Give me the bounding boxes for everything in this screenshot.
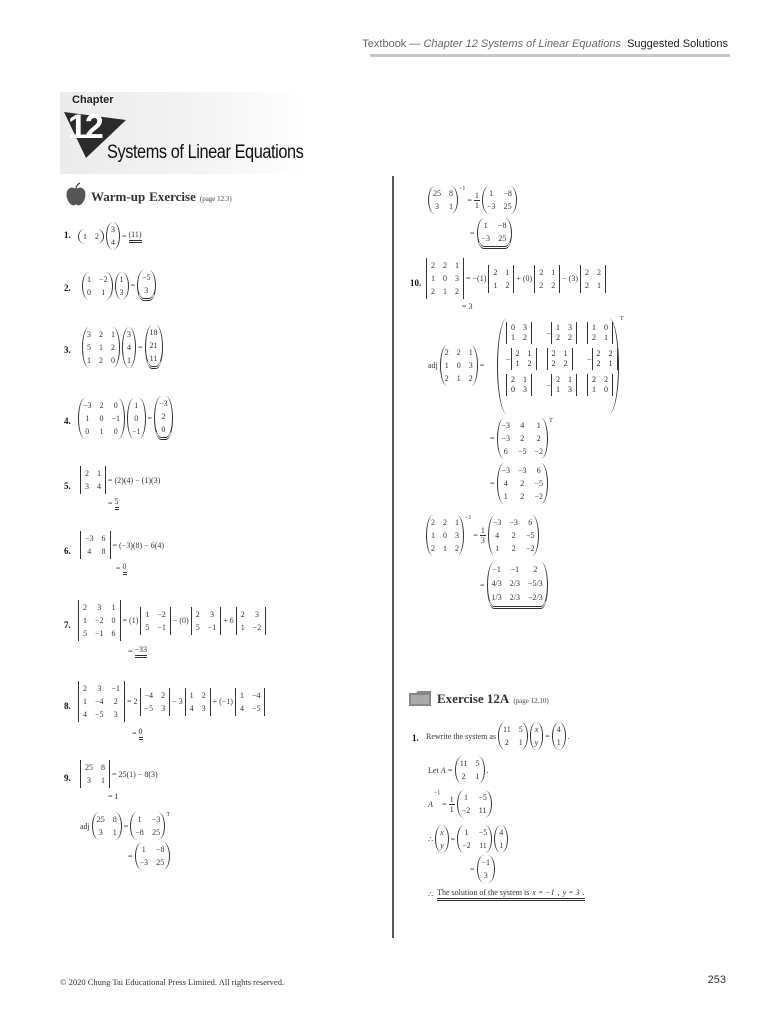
q9-adjugate: adj 25 8 3 1 = 1 −3 −8 25 T [80, 812, 172, 840]
apple-icon [64, 182, 88, 208]
q1-work: 1 2 3 4 = (11) [78, 222, 144, 250]
q10-adj-step2: = −3 −3 6 4 2 −5 1 2 −2 [490, 463, 550, 504]
e1-inverse: A −1 = $\frac{1}{1}$ 1 −5 −2 11 [428, 790, 494, 818]
question-number: 8. [64, 701, 71, 711]
q6-work: −3 6 4 8 = (−3)(8) − 6(4) [80, 531, 166, 559]
header-solutions: Suggested Solutions [627, 38, 728, 50]
e1-let: Let A = 11 5 2 1 . [428, 756, 491, 784]
header-chapter: Chapter 12 Systems of Linear Equations [423, 38, 621, 50]
q6-answer: = 0 [116, 562, 127, 573]
question-number: 2. [64, 283, 71, 293]
chapter-title: Systems of Linear Equations [107, 142, 304, 163]
question-number: 7. [64, 620, 71, 630]
question-number: 1. [412, 733, 419, 743]
q10-det: = 3 [462, 302, 473, 311]
header-textbook: Textbook [362, 38, 407, 50]
header-rule [370, 54, 730, 57]
q9-adjugate-result: = 1 −8 −3 25 [128, 842, 172, 870]
chapter-number: 12 [68, 108, 102, 146]
q7-work: 2 3 1 1 −2 0 5 −1 6 = (1) 1 −2 5 −1 − (0) 2 3 5 −1 + 6 2 3 1 −2 [78, 600, 268, 641]
warmup-heading: Warm-up Exercise (page 12.3) [91, 189, 232, 204]
q9-inverse: 25 8 3 1 −1 = $\frac{1}{1}$ 1 −8 −3 25 [428, 186, 519, 214]
chapter-word: Chapter [72, 94, 114, 106]
exercise-heading: Exercise 12A (page 12.10) [437, 691, 549, 706]
answer: −5 3 [137, 270, 156, 301]
q4-work: −3 2 0 1 0 −1 0 1 0 1 0 −1 = −3 2 0 [78, 396, 175, 440]
question-number: 3. [64, 345, 71, 355]
q8-work: 2 3 −1 1 −4 2 4 −5 3 = 2 −4 2 −5 3 − 3 1 2 4 3 + (−1) 1 −4 4 −5 [78, 681, 267, 722]
question-number: 5. [64, 481, 71, 491]
row-matrix: 1 2 [78, 229, 104, 244]
q10-cofactor-matrix: 0 3 1 2 − 1 3 2 2 1 0 2 1 − 2 1 1 2 2 1 2 2 − 2 2 2 1 2 1 0 3 − 2 1 1 3 2 2 1 0 [497, 318, 619, 414]
e1-result: = −1 3 [470, 855, 497, 883]
q10-adj-label: adj 2 2 1 1 0 3 2 1 2 = [428, 345, 486, 386]
q10-inverse: 2 2 1 1 0 3 2 1 2 −1 = $\frac{1}{3}$ −3 −3 6 4 2 −5 1 2 −2 [426, 515, 541, 556]
q8-answer: = 0 [132, 727, 143, 738]
column-matrix: 3 4 [106, 222, 120, 250]
e1-rewrite: Rewrite the system as 11 5 2 1 x y = 4 1 . [426, 722, 572, 750]
q5-work: 2 1 3 4 = (2)(4) − (1)(3) [80, 466, 162, 494]
q5-answer: = 5 [108, 497, 119, 508]
q7-answer: = −33 [128, 645, 148, 656]
folder-icon [408, 689, 432, 707]
e1-solve: ∴ x y = 1 −5 −2 11 4 1 [428, 825, 510, 853]
transpose-mark: T [620, 316, 624, 322]
q9-det: = 1 [108, 792, 119, 801]
question-number: 10. [410, 278, 422, 288]
q3-work: 3 2 1 5 1 2 1 2 0 3 4 1 = 18 21 11 [82, 325, 165, 369]
question-number: 1. [64, 230, 71, 240]
q10-work: 2 2 1 1 0 3 2 1 2 = −(1) 2 1 1 2 + (0) 2 1 2 2 − (3) 2 2 2 1 [426, 258, 608, 299]
q9-inverse-answer: = 1 −8 −3 25 [470, 218, 514, 249]
q10-inverse-answer: = −1 −1 2 4/3 2/3 −5/3 1/3 2/3 −2/3 [480, 562, 550, 609]
running-header: Textbook — Chapter 12 Systems of Linear Equations Suggested Solutions [362, 38, 728, 50]
copyright-text: © 2020 Chung Tai Educational Press Limited. All rights reserved. [60, 977, 285, 987]
q2-work: 1 −2 0 1 1 3 = −5 3 [82, 270, 158, 301]
question-number: 4. [64, 416, 71, 426]
q10-adj-step1: = −3 4 1 −3 2 2 6 −5 −2 T [490, 418, 555, 459]
answer: (11) [129, 230, 142, 243]
column-divider [392, 176, 394, 938]
q9-work: 25 8 3 1 = 25(1) − 8(3) [80, 760, 160, 788]
answer: −3 2 0 [154, 396, 173, 440]
question-number: 6. [64, 546, 71, 556]
e1-conclusion: ∴ The solution of the system is x = −1 , y = 3 . [428, 888, 585, 899]
page-number: 253 [707, 974, 726, 986]
question-number: 9. [64, 773, 71, 783]
answer: 18 21 11 [145, 325, 163, 369]
